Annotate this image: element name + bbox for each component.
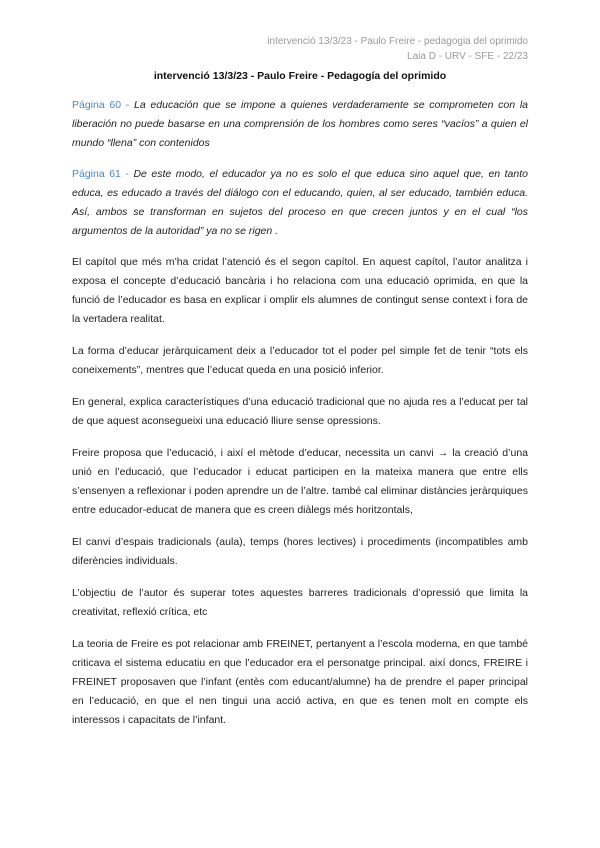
body-paragraph: El capítol que més m’ha cridat l’atenció és el segon capítol. En aquest capítol, l’autor analitza i exposa el concepte d’educació bancària i ho relaciona com una educació oprimida, en que la funció de l’educador es basa en explicar i omplir els alumnes de contingut sense context i fora de la vertadera realitat. <box>72 256 528 325</box>
body-paragraph: Freire proposa que l’educació, i així el mètode d’educar, necessita un canvi → la creació d’una unió en l’educació, que l’educador i educat participen en la mateixa manera que entre ells s’ensenyen a reflexionar i poden aprendre un de l’altre. també cal eliminar distàncies jeràrquiques entre educador-educat de manera que es creen diàlegs més horitzontals, <box>72 447 528 516</box>
quote-block <box>72 165 528 241</box>
quote-text: La educación que se impone a quienes verdaderamente se comprometen con la liberación no puede basarse en una comprensión de los hombres como seres “vacíos” a quien el mundo “llena” con contenidos <box>72 99 528 149</box>
quote-page-ref: Página 61 <box>72 168 121 180</box>
quote-page-ref: Página 60 <box>72 99 122 111</box>
body-paragraph: La forma d’educar jeràrquicament deix a l’educador tot el poder pel simple fet de tenir “tots els coneixements”, mentres que l’educat queda en una posició inferior. <box>72 345 528 376</box>
body-paragraph: L’objectiu de l’autor és superar totes aquestes barreres tradicionals d’opressió que limita la creativitat, reflexió crítica, etc <box>72 587 528 618</box>
body-paragraph: La teoria de Freire es pot relacionar amb FREINET, pertanyent a l’escola moderna, en que també criticava el sistema educatiu en que l’educador era el personatge principal. així doncs, FREIRE i FREINET proposaven que l’infant (entès com educant/alumne) ha de prendre el paper principal en l’educació, en que el nen tingui una acció activa, en que es tenen molt en compte els interessos i capacitats de l’infant. <box>72 638 528 726</box>
document-body <box>72 96 528 743</box>
body-paragraph: En general, explica característiques d’una educació tradicional que no ajuda res a l’educat per tal de que aquest aconsegueixi una educació lliure sense opressions. <box>72 396 528 427</box>
header-line-2: Laia D - URV - SFE - 22/23 <box>407 51 528 62</box>
document-title: intervenció 13/3/23 - Paulo Freire - Pedagogía del oprimido <box>153 70 447 82</box>
quote-text: De este modo, el educador ya no es solo el que educa sino aquel que, en tanto educa, es educado a través del diálogo con el educando, quien, al ser educado, también educa. Así, ambos se transforman en sujetos del proceso en que crecen juntos y en el cual “los argumentos de la autoridad” ya no se rigen . <box>72 168 528 237</box>
body-paragraph: El canvi d’espais tradicionals (aula), temps (hores lectives) i procediments (incompatibles amb diferències individuals. <box>72 536 528 567</box>
quote-separator: - <box>120 168 134 180</box>
quote-separator: - <box>121 99 135 111</box>
page-header <box>267 34 528 64</box>
quote-block <box>72 96 528 153</box>
header-line-1: intervenció 13/3/23 - Paulo Freire - pedagogia del oprimido <box>267 36 528 47</box>
